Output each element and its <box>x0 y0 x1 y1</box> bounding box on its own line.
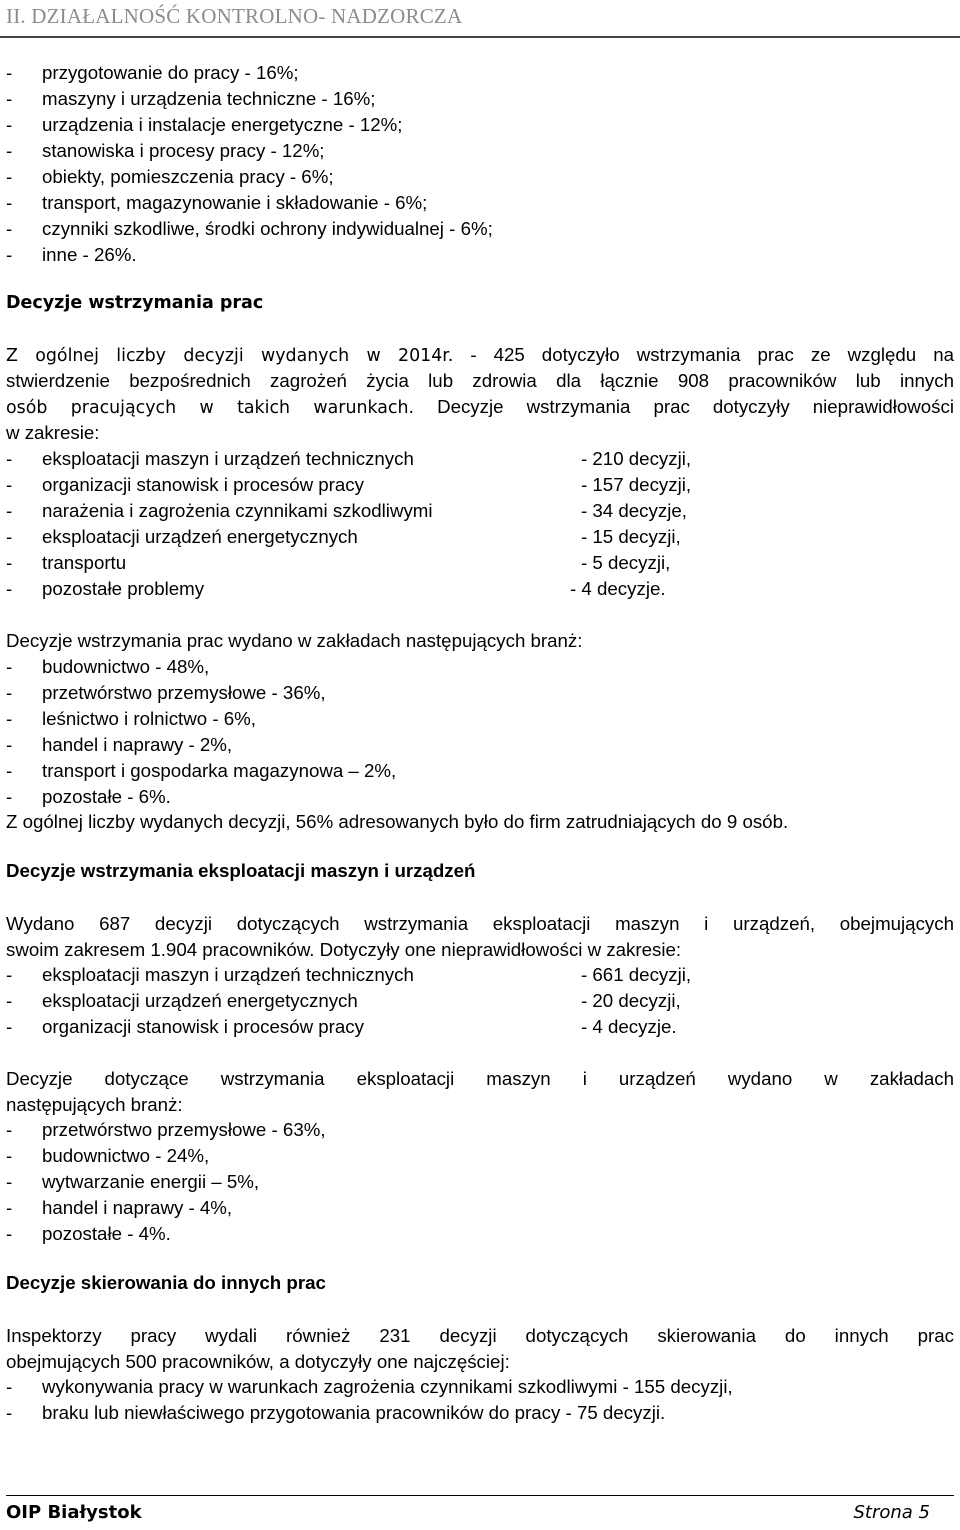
section-heading: Decyzje skierowania do innych prac <box>6 1272 326 1293</box>
paragraph-line: obejmujących 500 pracowników, a dotyczyły one najczęściej: <box>6 1351 510 1372</box>
paragraph-line: Z ogólnej liczby decyzji wydanych w 2014r. - 425 dotyczyło wstrzymania prac ze względu na <box>6 344 954 366</box>
paragraph-line: stwierdzenie bezpośrednich zagrożeń życia lub zdrowia dla łącznie 908 pracowników lub innych <box>6 370 954 391</box>
paragraph-line: swoim zakresem 1.904 pracowników. Dotyczyły one nieprawidłowości w zakresie: <box>6 939 682 960</box>
footer-organization: OIP Białystok <box>6 1502 142 1523</box>
paragraph-line: Decyzje dotyczące wstrzymania eksploatacji maszyn i urządzeń wydano w zakładach <box>6 1068 954 1089</box>
document-page: II. DZIAŁALNOŚĆ KONTROLNO- NADZORCZA - przygotowanie do pracy - 16%; - maszyny i urządzenia techniczne - 16%; - urządzenia i instalacje energetyczne - 12%; - stanowiska i procesy pracy - 12%; - obiekty, pomieszczenia pracy - 6%; - transport, magazynowanie i składowanie - 6%; - czynniki szkodliwe, środki ochrony indywidualnej - 6%; - inne - 26%. Decyzje wstrzymania prac Z ogólnej liczby decyzji wydanych w 2014r. - 425 dotyczyło wstrzymania prac ze względu na stwierdzenie bezpośrednich zagrożeń życia lub zdrowia dla łącznie 908 pracowników lub innych osób pracujących w takich warunkach. Decyzje wstrzymania prac dotyczyły nieprawidłowości w zakresie: - eksploatacji maszyn i urządzeń technicznych - 210 decyzji, - organizacji stanowisk i procesów pracy - 157 decyzji, - narażenia i zagrożenia czynnikami szkodliwymi - 34 decyzje, - eksploatacji urządzeń energetycznych - 15 decyzji, - transportu - 5 decyzji, - pozostałe problemy - 4 decyzje. Decyzje wstrzymania prac wydano w zakładach następujących branż: - budownictwo - 48%, - przetwórstwo przemysłowe - 36%, - leśnictwo i rolnictwo - 6%, - handel i naprawy - 2%, - transport i gospodarka magazynowa – 2%, - pozostałe - 6%. Z ogólnej liczby wydanych decyzji, 56% adresowanych było do firm zatrudniających do 9 osób. Decyzje wstrzymania eksploatacji maszyn i urządzeń Wydano 687 decyzji dotyczących wstrzymania eksploatacji maszyn i urządzeń, obejmujących swoim zakresem 1.904 pracowników. Dotyczyły one nieprawidłowości w zakresie: - eksploatacji maszyn i urządzeń technicznych - 661 decyzji, - eksploatacji urządzeń energetycznych - 20 decyzji, - organizacji stanowisk i procesów pracy - 4 decyzje. Decyzje dotyczące wstrzymania eksploatacji maszyn i urządzeń wydano w zakładach następujących branż: - przetwórstwo przemysłowe - 63%, - budownictwo - 24%, - wytwarzanie energii – 5%, - handel i naprawy - 4%, - pozostałe - 4%. Decyzje skierowania do innych prac Inspektorzy pracy wydali również 231 decyzji dotyczących skierowania do innych prac obejmujących 500 pracowników, a dotyczyły one najczęściej: - wykonywania pracy w warunkach zagrożenia czynnikami szkodliwymi - 155 decyzji, - braku lub niewłaściwego przygotowania pracowników do pracy - 75 decyzji. OIP Białystok Strona 5 <box>0 0 960 1530</box>
paragraph-line: Z ogólnej liczby wydanych decyzji, 56% adresowanych było do firm zatrudniających do 9 osób. <box>6 811 789 832</box>
header-title: II. DZIAŁALNOŚĆ KONTROLNO- NADZORCZA <box>6 4 463 28</box>
paragraph-line: osób pracujących w takich warunkach. Decyzje wstrzymania prac dotyczyły nieprawidłowości <box>6 396 954 418</box>
paragraph-line: w zakresie: <box>6 422 100 443</box>
footer-divider <box>6 1495 954 1496</box>
paragraph-line: następujących branż: <box>6 1094 183 1115</box>
paragraph-line: Wydano 687 decyzji dotyczących wstrzymania eksploatacji maszyn i urządzeń, obejmujących <box>6 913 954 934</box>
page-number: Strona 5 <box>853 1502 930 1523</box>
paragraph-line: Inspektorzy pracy wydali również 231 decyzji dotyczących skierowania do innych prac <box>6 1325 954 1346</box>
section-heading: Decyzje wstrzymania prac <box>6 293 264 313</box>
paragraph-line: Decyzje wstrzymania prac wydano w zakładach następujących branż: <box>6 630 583 651</box>
page-header <box>0 0 960 38</box>
section-heading: Decyzje wstrzymania eksploatacji maszyn i urządzeń <box>6 860 476 881</box>
